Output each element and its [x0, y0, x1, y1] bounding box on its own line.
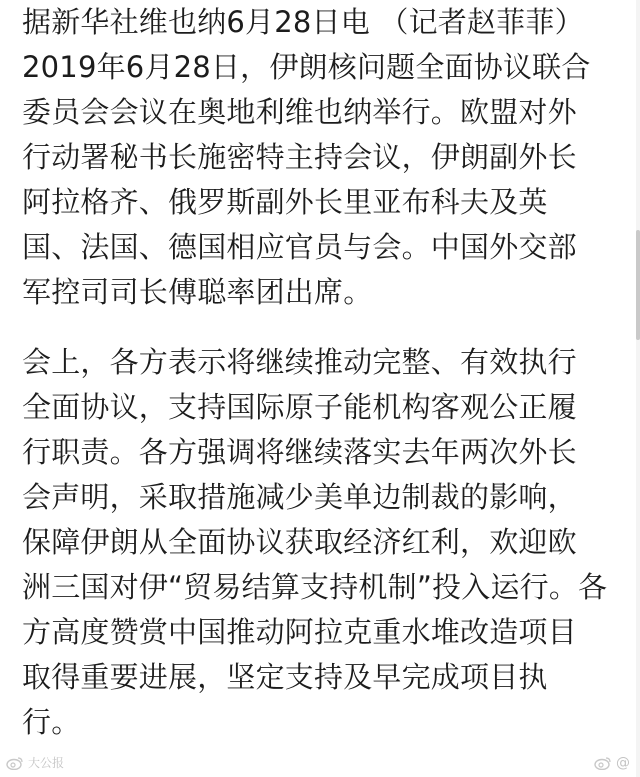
scrollbar-track[interactable]: [636, 0, 640, 777]
scrollbar-thumb[interactable]: [636, 230, 640, 340]
article-body: [22, 0, 622, 745]
text-line: 全面协议，支持国际原子能机构客观公正履: [22, 390, 577, 424]
watermark-user: [594, 755, 630, 771]
weibo-icon: [594, 756, 612, 770]
text-line: 会上，各方表示将继续推动完整、有效执行: [22, 345, 577, 379]
text-line: 军控司司长傅聪率团出席。: [22, 275, 373, 309]
text-line: 行动署秘书长施密特主持会议，伊朗副外长: [22, 140, 577, 174]
text-line: 据新华社维也纳6月28日电 （记者赵菲菲）: [22, 5, 584, 39]
text-line: 会声明，采取措施减少美单边制裁的影响，: [22, 480, 577, 514]
text-line: 国、法国、德国相应官员与会。中国外交部: [22, 230, 577, 264]
paragraph-1: [22, 0, 622, 315]
text-line: 2019年6月28日，伊朗核问题全面协议联合: [22, 50, 591, 84]
weibo-icon: [6, 756, 24, 770]
text-line: 行职责。各方强调将继续落实去年两次外长: [22, 435, 577, 469]
watermark-left-text: 大公报: [28, 756, 65, 770]
text-line: 方高度赞赏中国推动阿拉克重水堆改造项目: [22, 615, 577, 649]
text-line: 洲三国对伊“贸易结算支持机制”投入运行。各: [22, 570, 608, 604]
watermark-source: [6, 754, 64, 771]
text-line: 保障伊朗从全面协议获取经济红利，欢迎欧: [22, 525, 577, 559]
text-line: 行。: [22, 705, 81, 739]
text-line: 取得重要进展，坚定支持及早完成项目执: [22, 660, 548, 694]
paragraph-2: [22, 340, 622, 745]
text-line: 阿拉格齐、俄罗斯副外长里亚布科夫及英: [22, 185, 548, 219]
watermark-right-text: @: [616, 755, 630, 771]
text-line: 委员会会议在奥地利维也纳举行。欧盟对外: [22, 95, 577, 129]
